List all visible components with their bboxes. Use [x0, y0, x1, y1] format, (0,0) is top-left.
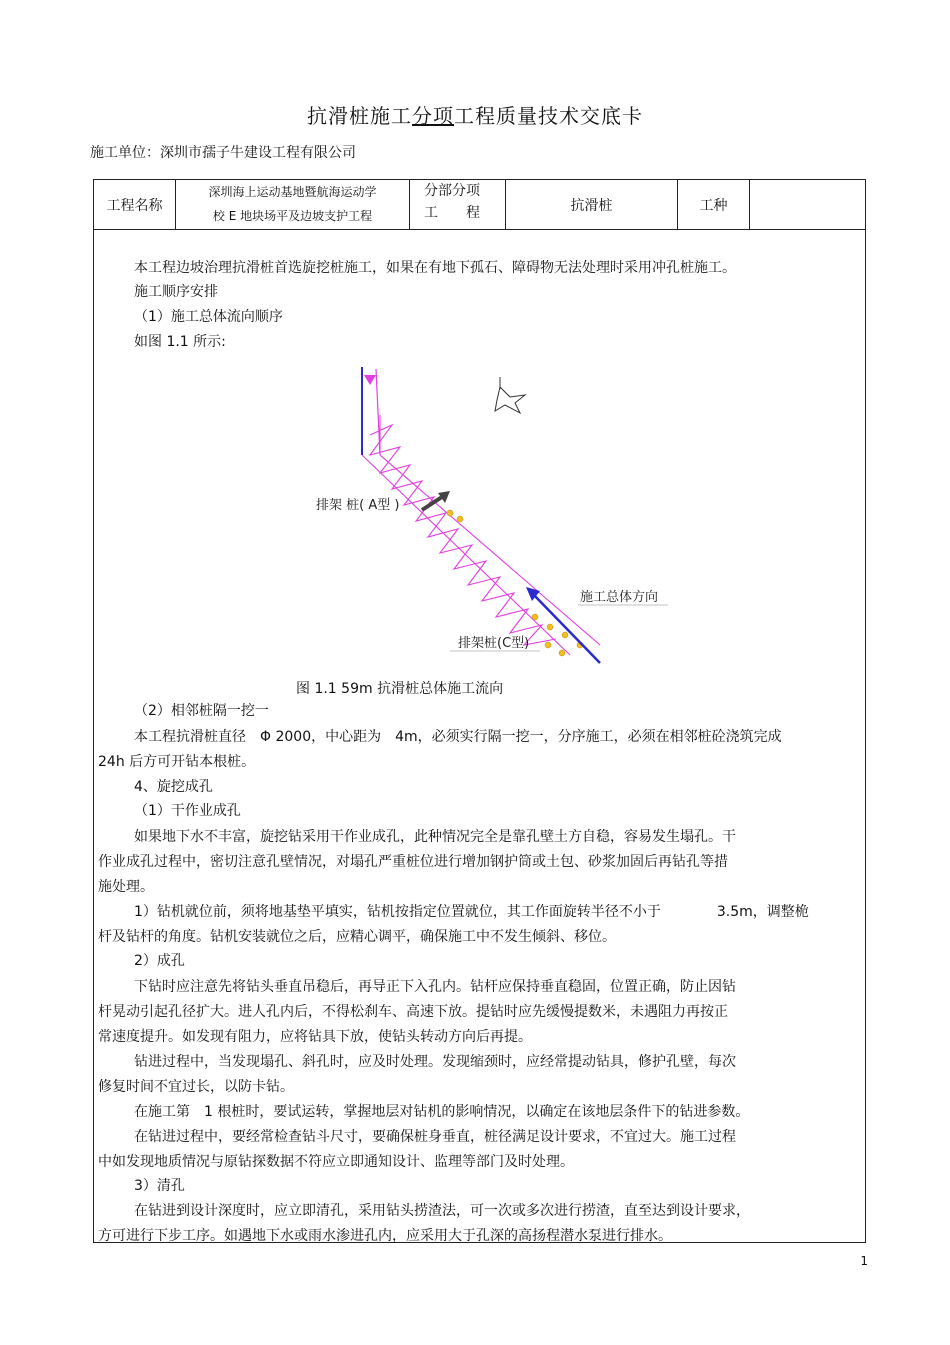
document-title: 抗滑桩施工分项工程质量技术交底卡	[307, 104, 643, 128]
paragraph-line: 常速度提升。如发现有阻力，应将钻具下放，使钻头转动方向后再提。	[98, 1029, 532, 1045]
trade-value	[750, 180, 865, 229]
direction-label: 施工总体方向	[580, 590, 659, 605]
paragraph-line: 2）成孔	[134, 953, 185, 969]
paragraph-line: 在钻进过程中，要经常检查钻斗尺寸，要确保桩身垂直，桩径满足设计要求，不宜过大。施工过程	[134, 1129, 736, 1145]
pile-markers	[447, 510, 583, 656]
construction-unit: 施工单位：深圳市孺子牛建设工程有限公司	[90, 145, 356, 161]
paragraph-line: 3）清孔	[134, 1178, 185, 1194]
paragraph-line: 如图 1.1 所示:	[134, 334, 226, 350]
project-name-value: 深圳海上运动基地暨航海运动学 校 E 地块场平及边坡支护工程	[176, 180, 410, 229]
paragraph-line: 施工顺序安排	[134, 284, 218, 300]
paragraph-line: 下钻时应注意先将钻头垂直吊稳后，再导正下入孔内。钻杆应保持垂直稳固，位置正确，防止因钻	[134, 979, 736, 995]
paragraph-line: （2）相邻桩隔一挖一	[134, 703, 269, 719]
a-type-arrow-icon	[422, 491, 450, 510]
paragraph-line: 钻进过程中，当发现塌孔、斜孔时，应及时处理。发现缩颈时，应经常提动钻具，修护孔壁，每次	[134, 1054, 736, 1070]
paragraph-line: 本工程边坡治理抗滑桩首选旋挖桩施工，如果在有地下孤石、障碍物无法处理时采用冲孔桩施工。	[134, 260, 736, 276]
paragraph-line: （1）干作业成孔	[134, 803, 241, 819]
pile-flow-figure	[300, 355, 680, 675]
start-marker-icon	[364, 375, 376, 385]
a-type-label: 排架 桩( A型 )	[316, 498, 400, 513]
paragraph-line: 4、旋挖成孔	[134, 779, 213, 795]
paragraph-line: 本工程抗滑桩直径 Φ 2000，中心距为 4m，必须实行隔一挖一，分序施工，必须在相邻桩砼浇筑完成	[134, 729, 782, 745]
trade-label: 工种	[678, 180, 750, 229]
figure-caption: 图 1.1 59m 抗滑桩总体施工流向	[296, 681, 504, 697]
header-row	[94, 180, 865, 230]
paragraph-line: 如果地下水不丰富，旋挖钻采用干作业成孔，此种情况完全是靠孔壁土方自稳，容易发生塌孔。干	[134, 829, 736, 845]
paragraph-line: 1）钻机就位前，须将地基垫平填实，钻机按指定位置就位，其工作面旋转半径不小于 3.5m，调整桅	[134, 904, 809, 920]
pile-band	[362, 415, 600, 655]
sub-project-label: 分部分项 工 程	[410, 180, 506, 229]
paragraph-line: 在施工第 1 根桩时，要试运转，掌握地层对钻机的影响情况，以确定在该地层条件下的钻进参数。	[134, 1104, 750, 1120]
paragraph-line: 杆晃动引起孔径扩大。进人孔内后，不得松刹车、高速下放。提钻时应先缓慢提数米，未遇阻力再按正	[98, 1004, 728, 1020]
paragraph-line: 作业成孔过程中，密切注意孔壁情况，对塌孔严重桩位进行增加钢护筒或土包、砂浆加固后再钻孔等措	[98, 854, 728, 870]
paragraph-line: 方可进行下步工序。如遇地下水或雨水渗进孔内，应采用大于孔深的高扬程潜水泵进行排水。	[98, 1228, 672, 1244]
paragraph-line: 修复时间不宜过长，以防卡钻。	[98, 1079, 294, 1095]
sub-project-value: 抗滑桩	[506, 180, 678, 229]
north-arrow-icon	[495, 377, 525, 413]
project-name-label: 工程名称	[94, 180, 176, 229]
paragraph-line: 在钻进到设计深度时，应立即清孔，采用钻头捞渣法，可一次或多次进行捞渣，直至达到设计要求，	[134, 1203, 750, 1219]
page-number: 1	[860, 1254, 868, 1268]
paragraph-line: 杆及钻杆的角度。钻机安装就位之后，应精心调平，确保施工中不发生倾斜、移位。	[98, 929, 616, 945]
paragraph-line: （1）施工总体流向顺序	[134, 309, 283, 325]
paragraph-line: 中如发现地质情况与原钻探数据不符应立即通知设计、监理等部门及时处理。	[98, 1154, 574, 1170]
c-type-label: 排架桩(C型)	[458, 636, 530, 651]
paragraph-line: 24h 后方可开钻本根桩。	[98, 754, 256, 770]
paragraph-line: 施处理。	[98, 879, 154, 895]
